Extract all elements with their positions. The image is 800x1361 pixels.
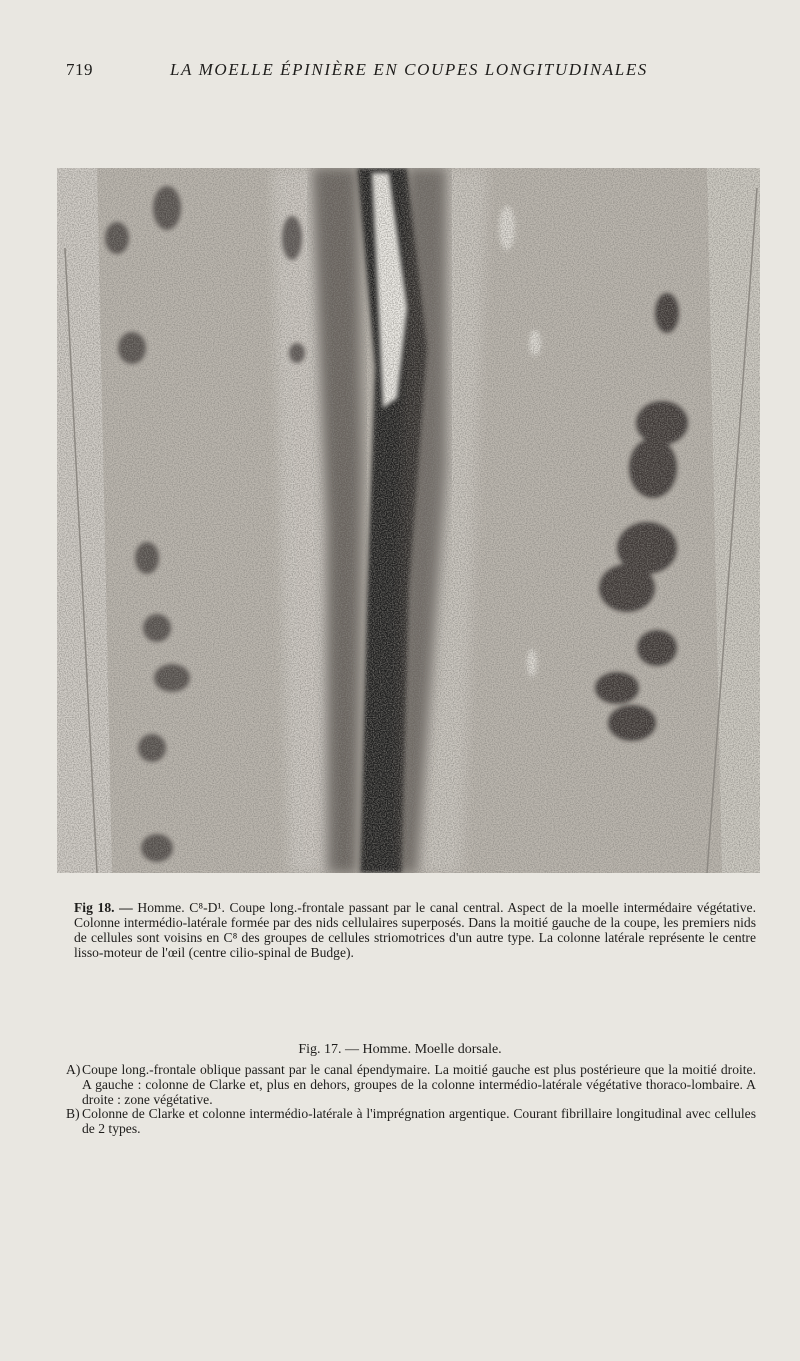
figure-18-caption-text: Homme. C⁸-D¹. Coupe long.-frontale passant par le canal central. Aspect de la moelle intermédaire végétative. Colonne intermédio-latérale formée par des nids cellulaires superposés. Dans la moitié gauche de la coupe, les premiers nids de cellules sont voisins en C⁸ des groupes de cellules striomotrices d'un autre type. La colonne latérale représente le centre lisso-moteur de l'œil (centre cilio-spinal de Budge).	[74, 900, 756, 960]
micrograph-figure-18	[57, 168, 760, 873]
figure-18-label: Fig 18. —	[74, 900, 133, 915]
micrograph-image	[57, 168, 760, 873]
item-marker: B)	[66, 1106, 80, 1121]
item-text: Colonne de Clarke et colonne intermédio-latérale à l'imprégnation argentique. Courant fibrillaire longitudinal avec cellules de 2 types.	[82, 1106, 756, 1136]
page-header	[66, 60, 706, 90]
figure-18-caption	[74, 900, 756, 960]
figure-17-item-a	[66, 1062, 756, 1107]
figure-17-item-b	[66, 1106, 756, 1136]
item-marker: A)	[66, 1062, 81, 1077]
item-text: Coupe long.-frontale oblique passant par le canal épendymaire. La moitié gauche est plus postérieure que la moitié droite. A gauche : colonne de Clarke et, plus en dehors, groupes de la colonne intermédio-latérale végétative thoraco-lombaire. A droite : zone végétative.	[82, 1062, 756, 1107]
figure-17-title: Fig. 17. — Homme. Moelle dorsale.	[298, 1042, 502, 1057]
page-number: 719	[66, 60, 93, 79]
running-title: LA MOELLE ÉPINIÈRE EN COUPES LONGITUDINALES	[170, 60, 648, 79]
